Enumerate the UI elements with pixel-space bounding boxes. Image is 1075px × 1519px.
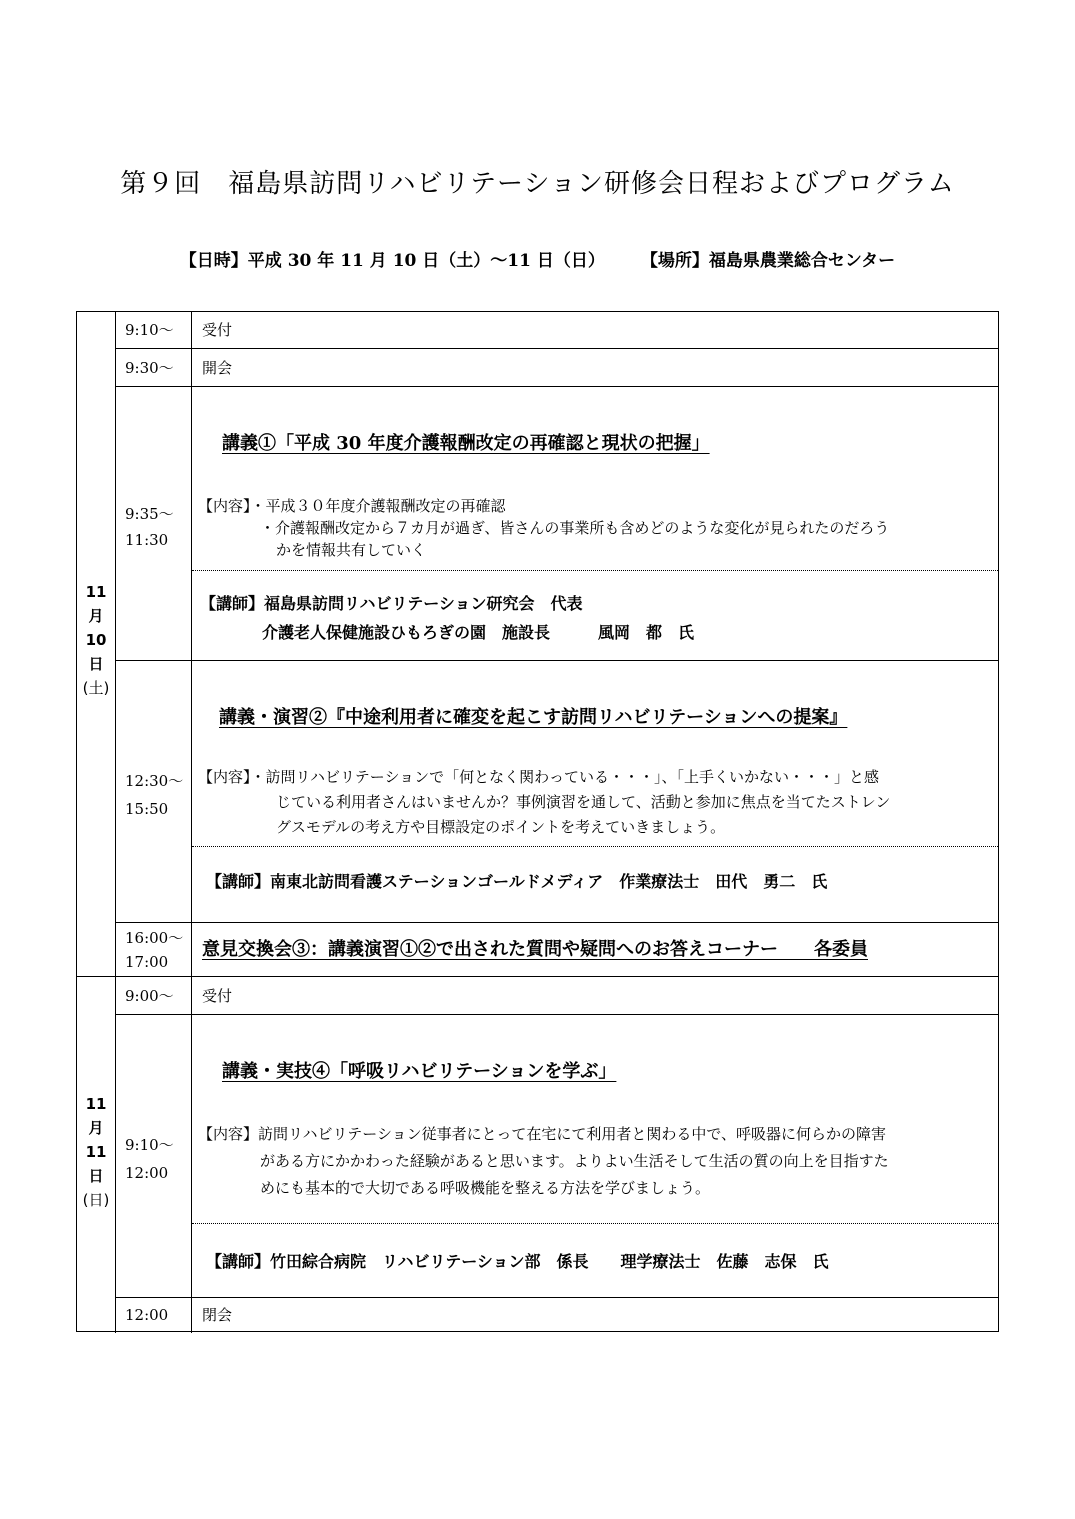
schedule-row [115,976,998,1015]
lecture-cell [192,661,998,923]
schedule-row [115,312,998,348]
day1-label: 11 月 10 日 (土) [82,583,110,697]
item-cell: 閉会 [202,1306,233,1324]
item-cell: 受付 [202,987,233,1005]
lecture-content: 【内容】訪問リハビリテーション従事者にとって在宅にて利用者と関わる中で、呼吸器に何らかの障害 がある方にかかわった経験があると思います。よりよい生活そして生活の質の向上を目指すた めにも基本的で大切である呼吸機能を整える方法を学びましょう。 [198,1125,889,1197]
lecturer-info: 【講師】竹田綜合病院 リハビリテーション部 係長 理学療法士 佐藤 志保 氏 [206,1252,829,1271]
time-cell: 9:10～ [115,312,192,348]
time-cell: 9:10～ 12:00 [115,1015,192,1298]
event-date: 【日時】平成 30 年 11 月 10 日（土）～11 日（日） [179,251,605,271]
lecture-row [115,1014,998,1298]
lecture-content: 【内容】・平成３０年度介護報酬改定の再確認 ・介護報酬改定から７カ月が過ぎ、皆さんの事業所も含めどのような変化が見られたのだろう かを情報共有していく [198,497,890,559]
lecturer-info: 【講師】南東北訪問看護ステーションゴールドメディア 作業療法士 田代 勇二 氏 [206,872,828,891]
time-cell: 9:35～ 11:30 [115,387,192,661]
schedule-row [115,922,998,977]
page-title: 第９回 福島県訪問リハビリテーション研修会日程およびプログラム [120,169,955,199]
time-cell: 12:00 [115,1298,192,1333]
time-cell: 9:30～ [115,349,192,387]
schedule-table [76,311,999,1332]
item-cell: 受付 [202,321,233,339]
time-cell: 16:00～ 17:00 [115,923,192,977]
lecture-content: 【内容】・訪問リハビリテーションで「何となく関わっている・・・」、「上手くいかない・・・」と感 じている利用者さんはいませんか？事例演習を通して、活動と参加に焦点を当てたストレン グスモデルの考え方や目標設定のポイントを考えていきましょう。 [198,768,891,836]
item-cell: 開会 [202,359,233,377]
time-cell: 12:30～ 15:50 [115,661,192,923]
lecture-title: 講義・演習②『中途利用者に確変を起こす訪問リハビリテーションへの提案』 [219,707,848,728]
day2-label: 11 月 11 日 (日) [82,1095,110,1209]
time-cell: 9:00～ [115,977,192,1015]
event-info [0,246,1075,271]
lecture-cell [192,387,998,661]
event-place: 【場所】福島県農業総合センター [640,251,896,271]
lecturer-info: 【講師】福島県訪問リハビリテーション研究会 代表 介護老人保健施設ひもろぎの園 施設長 風岡 都 氏 [200,594,695,642]
discussion-cell: 意見交換会③：講義演習①②で出された質問や疑問へのお答えコーナー 各委員 [202,939,868,960]
lecture-title: 講義①「平成 30 年度介護報酬改定の再確認と現状の把握」 [222,433,710,454]
lecture-row [115,660,998,923]
lecture-title: 講義・実技④「呼吸リハビリテーションを学ぶ」 [222,1061,617,1082]
lecture-row [115,386,998,661]
schedule-row [115,348,998,387]
schedule-row [115,1297,998,1333]
lecture-cell [192,1015,998,1298]
